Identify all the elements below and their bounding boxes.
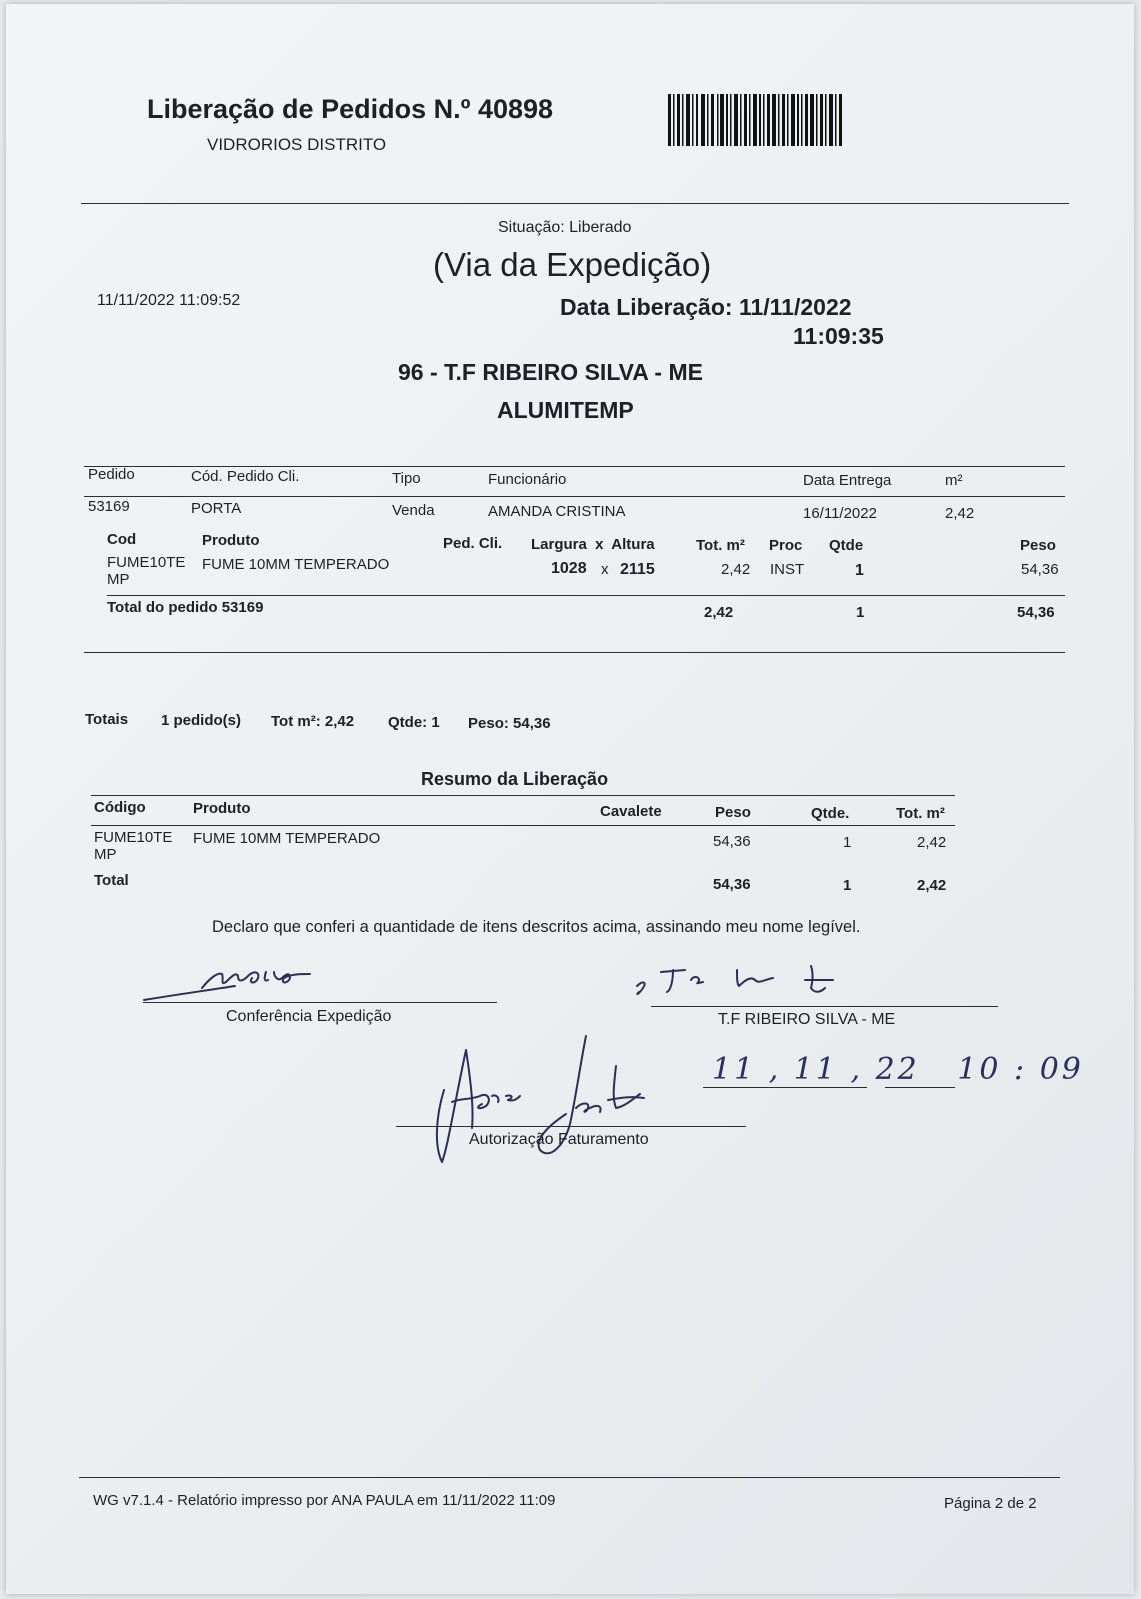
order-funcionario: AMANDA CRISTINA	[488, 503, 626, 520]
summary-qtde: 1	[843, 834, 852, 851]
summary-header-produto: Produto	[193, 800, 251, 817]
print-datetime: 11/11/2022 11:09:52	[97, 292, 241, 309]
order-total-rule	[107, 595, 1065, 596]
item-altura: 2115	[620, 561, 655, 578]
document-page	[6, 4, 1134, 1594]
summary-codigo-line1: FUME10TE	[94, 829, 173, 846]
order-table-top-rule	[84, 466, 1065, 467]
summary-total-peso: 54,36	[713, 876, 751, 893]
summary-header-rule	[91, 825, 955, 826]
item-header-largura-altura: Largura x Altura	[531, 536, 655, 553]
summary-tot-m2: 2,42	[917, 834, 947, 851]
item-header-produto: Produto	[202, 532, 260, 549]
summary-total-label: Total	[94, 872, 129, 889]
signature-line-conferencia	[143, 1002, 497, 1003]
item-header-cod: Cod	[107, 531, 137, 548]
order-table-bottom-rule	[84, 652, 1065, 653]
handwritten-date: 11 , 11 , 22 10 : 09	[712, 1052, 1084, 1087]
handwritten-time-underline	[885, 1087, 955, 1088]
totals-peso: Peso: 54,36	[468, 715, 551, 732]
order-total-peso: 54,36	[1017, 604, 1055, 621]
col-header-pedido: Pedido	[88, 466, 135, 483]
release-time: 11:09:35	[793, 323, 884, 349]
item-tot-m2: 2,42	[721, 561, 751, 578]
summary-total-qtde: 1	[843, 877, 852, 894]
item-cod-line2: MP	[107, 571, 130, 588]
item-qtde: 1	[855, 562, 864, 579]
totals-qtde: Qtde: 1	[388, 714, 440, 731]
footer-divider	[79, 1477, 1060, 1478]
item-proc: INST	[770, 561, 805, 578]
item-x: x	[601, 561, 609, 578]
signature-label-autorizacao: Autorização Faturamento	[469, 1131, 649, 1148]
item-header-peso: Peso	[1020, 537, 1056, 554]
item-produto: FUME 10MM TEMPERADO	[202, 556, 390, 573]
summary-codigo-line2: MP	[94, 846, 117, 863]
signature-line-cliente	[651, 1006, 998, 1007]
order-m2: 2,42	[945, 505, 975, 522]
handwritten-date-underline	[703, 1087, 867, 1088]
order-pedido: 53169	[88, 498, 130, 515]
totals-tot-m2: Tot m²: 2,42	[271, 713, 355, 730]
order-total-tot-m2: 2,42	[704, 604, 734, 621]
item-cod-line1: FUME10TE	[107, 554, 186, 571]
order-total-label: Total do pedido 53169	[107, 599, 264, 616]
copy-type-title: (Via da Expedição)	[433, 246, 712, 283]
signature-line-autorizacao	[396, 1126, 746, 1127]
summary-header-peso: Peso	[715, 804, 751, 821]
client-name: 96 - T.F RIBEIRO SILVA - ME	[398, 359, 703, 385]
release-label-date	[560, 294, 852, 321]
signature-label-cliente: T.F RIBEIRO SILVA - ME	[718, 1011, 896, 1028]
release-label: Data Liberação:	[560, 294, 733, 320]
col-header-funcionario: Funcionário	[488, 471, 567, 488]
summary-header-codigo: Código	[94, 799, 146, 816]
client-subtitle: ALUMITEMP	[497, 397, 634, 423]
summary-produto: FUME 10MM TEMPERADO	[193, 830, 381, 847]
col-header-data-entrega: Data Entrega	[803, 472, 892, 489]
signature-label-conferencia: Conferência Expedição	[226, 1008, 392, 1025]
signature-cliente	[633, 958, 893, 1008]
totals-label: Totais	[85, 711, 129, 728]
col-header-m2: m²	[945, 472, 963, 489]
summary-header-cavalete: Cavalete	[600, 803, 662, 820]
summary-top-rule	[91, 795, 955, 796]
item-header-ped-cli: Ped. Cli.	[443, 535, 503, 552]
declaration-text: Declaro que conferi a quantidade de itens descritos acima, assinando meu nome legível.	[212, 918, 861, 936]
order-header-rule	[84, 496, 1065, 497]
order-tipo: Venda	[392, 502, 435, 519]
header-divider	[81, 203, 1069, 204]
totals-pedidos: 1 pedido(s)	[161, 712, 242, 729]
item-header-tot-m2: Tot. m²	[696, 537, 745, 554]
footer-page-number: Página 2 de 2	[944, 1495, 1037, 1512]
release-date: 11/11/2022	[738, 294, 852, 320]
summary-header-qtde: Qtde.	[811, 805, 850, 822]
company-name: VIDRORIOS DISTRITO	[207, 135, 387, 154]
item-largura: 1028	[551, 560, 587, 577]
status-text: Situação: Liberado	[498, 219, 632, 236]
item-header-proc: Proc	[769, 537, 803, 554]
signature-conferencia	[140, 960, 380, 1005]
footer-print-info: WG v7.1.4 - Relatório impresso por ANA PAULA em 11/11/2022 11:09	[93, 1492, 556, 1509]
col-header-cod-pedido-cli: Cód. Pedido Cli.	[191, 468, 300, 485]
order-total-qtde: 1	[856, 604, 865, 621]
summary-title: Resumo da Liberação	[421, 769, 609, 789]
summary-total-tot-m2: 2,42	[917, 877, 947, 894]
col-header-tipo: Tipo	[392, 470, 421, 487]
barcode-icon	[668, 94, 842, 146]
item-header-qtde: Qtde	[829, 537, 864, 554]
item-peso: 54,36	[1021, 561, 1059, 578]
order-data-entrega: 16/11/2022	[803, 505, 877, 522]
summary-header-tot-m2: Tot. m²	[896, 805, 945, 822]
summary-peso: 54,36	[713, 833, 751, 850]
order-cod-pedido-cli: PORTA	[191, 500, 242, 517]
document-title: Liberação de Pedidos N.º 40898	[147, 94, 554, 124]
